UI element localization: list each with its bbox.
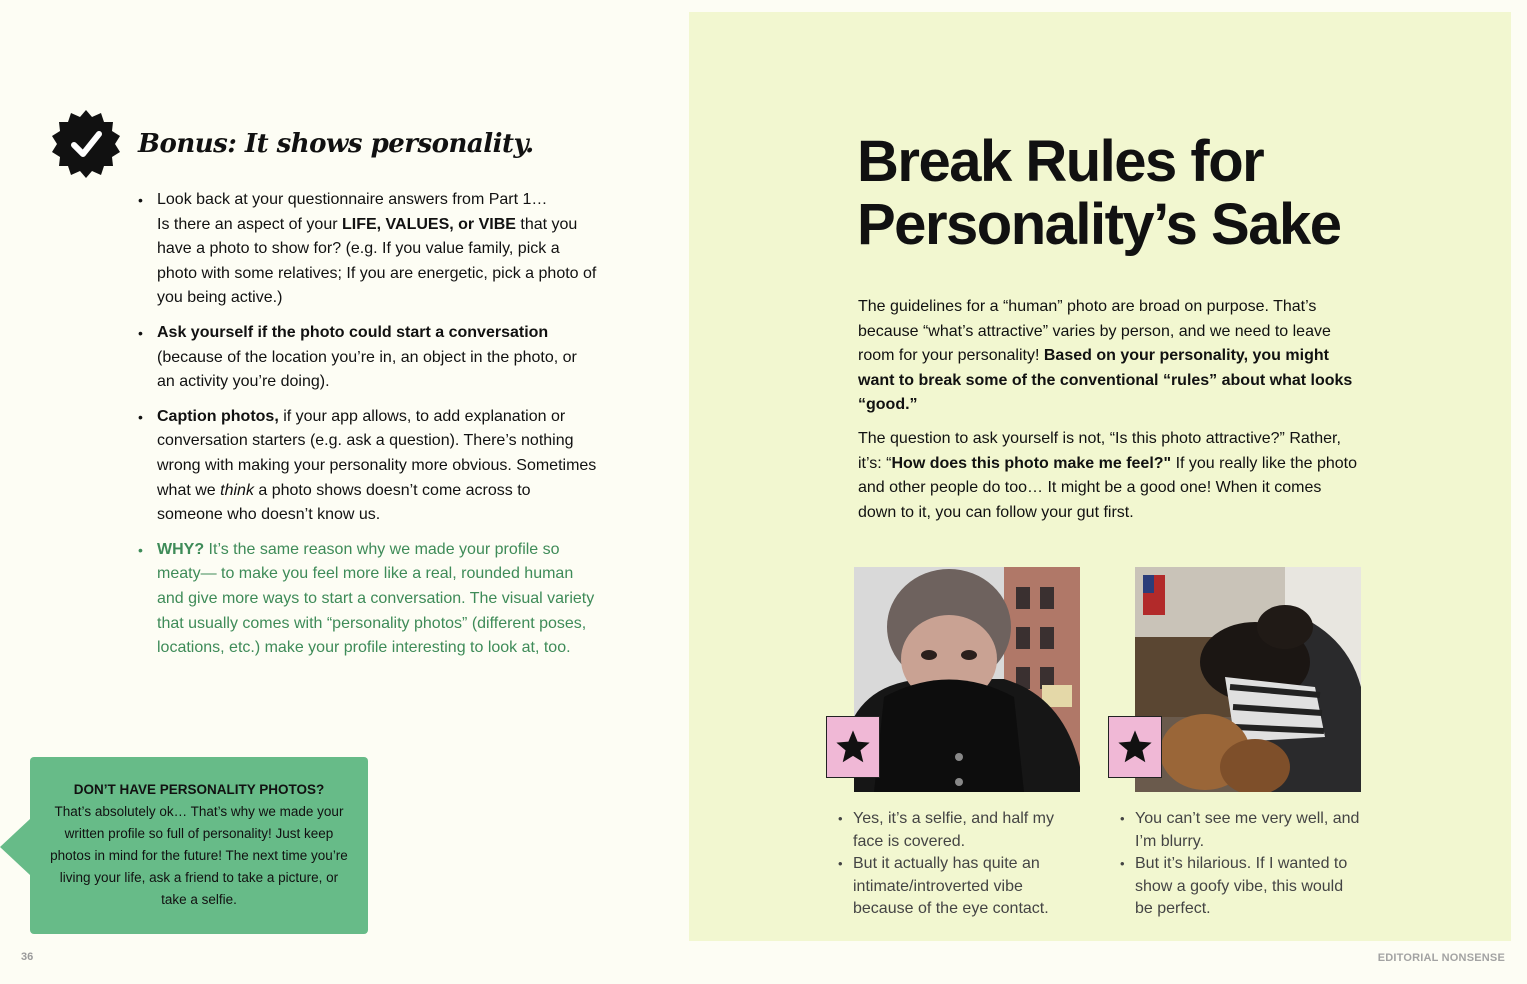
paragraph-text: If you really like the photo and other people do too… It might be a good one! When it comes down to it, you can follow your gut first. (858, 454, 1358, 521)
bullet-text: that you have a photo to show for? (e.g. If you value family, pick a photo with some relatives; If you are energetic, pick a photo of you being active.) (157, 215, 597, 307)
bullet-bold: WHY? (157, 540, 205, 558)
selfie-photo (854, 567, 1080, 792)
list-item (138, 321, 598, 395)
intro-text (858, 295, 1358, 534)
bullet-bold: Ask yourself if the photo could start a conversation (157, 323, 549, 341)
bullet-text: if your app allows, to add explanation or conversation starters (e.g. ask a question). There’s nothing wrong with making your personality more obvious. Sometimes what we (157, 407, 597, 499)
footer-brand: EDITORIAL NONSENSE (1377, 952, 1505, 964)
star-icon (834, 728, 872, 766)
paragraph-bold: How does this photo make me feel?" (891, 454, 1172, 472)
title-line-2: Personality’s Sake (857, 192, 1341, 257)
callout-title: DON’T HAVE PERSONALITY PHOTOS? (73, 782, 325, 797)
star-badge (1108, 716, 1162, 778)
verified-check-badge-icon (52, 110, 120, 178)
bullet-text: Look back at your questionnaire answers from Part 1… (157, 191, 548, 208)
list-item (138, 405, 598, 528)
tips-list (138, 188, 598, 671)
photo2-captions (1120, 808, 1360, 921)
star-badge (826, 716, 880, 778)
bonus-heading (52, 110, 534, 178)
callout-body: That’s absolutely ok… That’s why we made your written profile so full of personality! Just keep photos in mind for the future! The next time you’re living your life, ask a friend to take a picture, or take a selfie. (50, 804, 348, 907)
caption-item: • But it’s hilarious. If I wanted to show a goofy vibe, this would be perfect. (1120, 853, 1360, 921)
star-icon (1116, 728, 1154, 766)
list-item (138, 188, 598, 311)
dogs-illustration (1135, 567, 1361, 792)
bullet-text: It’s the same reason why we made your profile so meaty— to make you feel more like a real, rounded human and give more ways to start a conversation. The visual variety that usually comes with “personality photos” (different poses, locations, etc.) make your profile interesting to look at, too. (157, 540, 595, 657)
right-panel (689, 12, 1511, 941)
photo1-captions (838, 808, 1078, 921)
intro-paragraph-2 (858, 427, 1358, 525)
bullet-text: Is there an aspect of your (157, 215, 342, 233)
bullet-text: a photo shows doesn’t come across to someone who doesn’t know us. (157, 481, 531, 524)
bonus-title: Bonus: It shows personality. (138, 129, 534, 159)
paragraph-bold: Based on your personality, you might want to break some of the conventional “rules” about what looks “good.” (858, 347, 1353, 414)
caption-item: • You can’t see me very well, and I’m blurry. (1120, 808, 1360, 853)
callout-box (30, 757, 368, 934)
dogs-photo (1135, 567, 1361, 792)
caption-item: • Yes, it’s a selfie, and half my face is covered. (838, 808, 1078, 853)
selfie-illustration (854, 567, 1080, 792)
page-title (857, 130, 1340, 256)
intro-paragraph-1 (858, 295, 1358, 418)
left-page (0, 0, 680, 984)
bullet-text: (because of the location you’re in, an object in the photo, or an activity you’re doing). (157, 348, 577, 391)
page-number: 36 (21, 951, 34, 963)
bullet-italic: think (220, 481, 254, 499)
bullet-bold: Caption photos, (157, 407, 279, 425)
title-line-1: Break Rules for (857, 129, 1264, 194)
bullet-bold: LIFE, VALUES, or VIBE (342, 215, 516, 233)
paragraph-text: The question to ask yourself is not, “Is this photo attractive?” Rather, it’s: “ (858, 429, 1341, 472)
caption-item: • But it actually has quite an intimate/introverted vibe because of the eye contact. (838, 853, 1078, 921)
list-item-why (138, 538, 598, 661)
paragraph-text: The guidelines for a “human” photo are broad on purpose. That’s because “what’s attractive” varies by person, and we need to leave room for your personality! (858, 298, 1331, 365)
